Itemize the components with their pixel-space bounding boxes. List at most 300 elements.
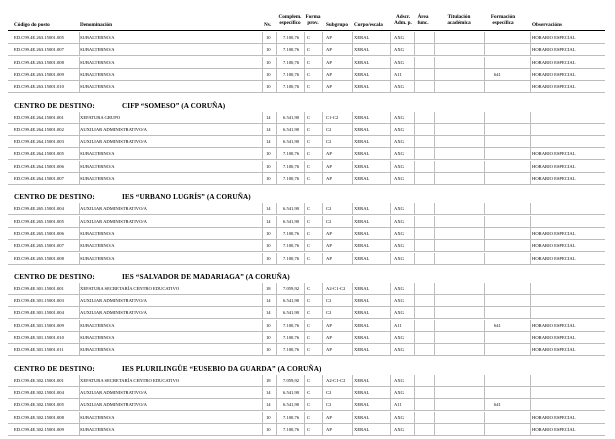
cell-nivel: 18 <box>266 285 271 291</box>
cell-corpo: XERAL <box>354 176 370 181</box>
cell-subgrupo: AP <box>326 322 332 328</box>
cell-forma: C <box>307 414 311 420</box>
cell-nivel: 10 <box>266 322 271 328</box>
row-divider <box>8 435 605 436</box>
cell-codigo: ED.C99.4E.264.15001.005 <box>14 151 64 157</box>
row-divider <box>8 184 605 185</box>
cell-nivel: 10 <box>266 176 271 181</box>
cell-corpo: XERAL <box>354 114 370 120</box>
cell-adscripcion: AXG <box>394 230 404 236</box>
cell-subgrupo: AP <box>326 151 332 157</box>
cell-forma: C <box>307 377 311 383</box>
cell-complemento: 6.541,90 <box>283 218 300 224</box>
cell-adscripcion: AXG <box>394 243 404 249</box>
cell-observacions: HORARIO ESPECIAL <box>532 255 576 261</box>
cell-codigo: ED.C99.4E.263.15001.009 <box>14 71 64 77</box>
cell-denominacion: SUBALTERNO/A <box>80 71 115 77</box>
header-complemento <box>276 15 304 26</box>
table-row <box>0 295 615 307</box>
cell-codigo: ED.C99.4E.302.15001.001 <box>14 377 64 383</box>
table-row <box>0 173 615 185</box>
cell-complemento: 7.100,76 <box>283 414 300 420</box>
cell-subgrupo: C2 <box>326 126 332 132</box>
cell-codigo: ED.C99.4E.263.15001.008 <box>14 59 64 65</box>
table-row <box>0 124 615 136</box>
cell-nivel: 10 <box>266 35 271 40</box>
cell-nivel: 18 <box>266 377 271 383</box>
header-forma <box>304 15 322 26</box>
cell-adscripcion: AXG <box>394 310 404 316</box>
cell-denominacion: AUXILIAR ADMINISTRATIVO/A <box>80 206 147 212</box>
cell-forma: C <box>307 84 311 90</box>
row-divider <box>8 264 605 265</box>
cell-subgrupo: C2 <box>326 298 332 304</box>
cell-corpo: XERAL <box>354 218 370 224</box>
cell-subgrupo: C2 <box>326 139 332 145</box>
cell-nivel: 14 <box>266 126 271 132</box>
table-row <box>0 253 615 265</box>
cell-codigo: ED.C99.4E.263.15001.010 <box>14 84 64 90</box>
cell-adscripcion: AXG <box>394 151 404 157</box>
cell-corpo: XERAL <box>354 402 370 408</box>
cell-adscripcion: AXG <box>394 335 404 340</box>
table-row <box>0 332 615 344</box>
cell-subgrupo: C2 <box>326 310 332 316</box>
cell-subgrupo: C1-C2 <box>326 114 339 120</box>
cell-subgrupo: C2 <box>326 206 332 212</box>
cell-observacions: HORARIO ESPECIAL <box>532 35 576 40</box>
cell-nivel: 14 <box>266 310 271 316</box>
cell-denominacion: XEFATURA GRUPO <box>80 114 121 120</box>
cell-codigo: ED.C99.4E.301.15001.009 <box>14 322 64 328</box>
cell-denominacion: AUXILIAR ADMINISTRATIVO/A <box>80 126 147 132</box>
cell-subgrupo: AP <box>326 47 332 53</box>
cell-adscripcion: AXG <box>394 347 404 353</box>
cell-subgrupo: A2-C1-C2 <box>326 285 346 291</box>
cell-forma: C <box>307 35 311 40</box>
cell-nivel: 10 <box>266 84 271 90</box>
section-center-name: IES “SALVADOR DE MADARIAGA” (A CORUÑA) <box>122 272 290 281</box>
cell-complemento: 7.100,76 <box>283 71 300 77</box>
cell-nivel: 14 <box>266 139 271 145</box>
cell-observacions: HORARIO ESPECIAL <box>532 176 576 181</box>
cell-corpo: XERAL <box>354 414 370 420</box>
header-titulacion-line1: Titulación <box>447 14 471 20</box>
cell-denominacion: SUBALTERNO/A <box>80 59 115 65</box>
cell-corpo: XERAL <box>354 139 370 145</box>
cell-denominacion: SUBALTERNO/A <box>80 176 115 181</box>
table-row <box>0 375 615 387</box>
cell-subgrupo: AP <box>326 414 332 420</box>
cell-forma: C <box>307 59 311 65</box>
cell-codigo: ED.C99.4E.264.15001.006 <box>14 163 64 169</box>
cell-subgrupo: C2 <box>326 218 332 224</box>
header-observacions: Observacións <box>532 22 562 28</box>
cell-denominacion: SUBALTERNO/A <box>80 230 115 236</box>
table-row <box>0 161 615 173</box>
cell-corpo: XERAL <box>354 389 370 395</box>
cell-complemento: 7.100,76 <box>283 322 300 328</box>
cell-complemento: 7.100,76 <box>283 426 300 432</box>
cell-codigo: ED.C99.4E.265.15001.004 <box>14 206 64 212</box>
cell-codigo: ED.C99.4E.302.15001.005 <box>14 402 64 408</box>
cell-complemento: 6.541,90 <box>283 126 300 132</box>
table-row <box>0 320 615 332</box>
header-denominacion: Denominación <box>80 22 112 28</box>
header-area <box>414 15 432 26</box>
cell-complemento: 7.100,76 <box>283 84 300 90</box>
cell-complemento: 7.100,76 <box>283 35 300 40</box>
cell-observacions: HORARIO ESPECIAL <box>532 322 576 328</box>
cell-subgrupo: AP <box>326 59 332 65</box>
section-label: CENTRO DE DESTINO: <box>14 101 95 110</box>
cell-subgrupo: AP <box>326 230 332 236</box>
header-titulacion-line2: académica <box>447 19 471 26</box>
cell-formacion: 641 <box>494 402 501 408</box>
cell-corpo: XERAL <box>354 310 370 316</box>
cell-corpo: XERAL <box>354 426 370 432</box>
cell-complemento: 6.541,90 <box>283 206 300 212</box>
cell-subgrupo: AP <box>326 35 332 40</box>
table-row <box>0 424 615 436</box>
cell-adscripcion: A11 <box>394 322 402 328</box>
header-complemento-line1: Complem. <box>278 14 302 20</box>
cell-forma: C <box>307 243 311 249</box>
table-row <box>0 203 615 215</box>
cell-forma: C <box>307 402 311 408</box>
table-row <box>0 148 615 160</box>
cell-nivel: 10 <box>266 335 271 340</box>
section-heading <box>14 101 226 110</box>
cell-denominacion: SUBALTERNO/A <box>80 84 115 90</box>
cell-codigo: ED.C99.4E.301.15001.011 <box>14 347 64 353</box>
cell-complemento: 7.100,76 <box>283 243 300 249</box>
cell-denominacion: SUBALTERNO/A <box>80 47 115 53</box>
cell-forma: C <box>307 426 311 432</box>
cell-forma: C <box>307 206 311 212</box>
cell-complemento: 7.100,76 <box>283 47 300 53</box>
cell-forma: C <box>307 71 311 77</box>
cell-nivel: 10 <box>266 151 271 157</box>
cell-forma: C <box>307 151 311 157</box>
cell-corpo: XERAL <box>354 163 370 169</box>
cell-adscripcion: AXG <box>394 218 404 224</box>
section-center-name: IES PLURILINGÜE “EUSEBIO DA GUARDA” (A CORUÑA) <box>122 364 322 373</box>
cell-codigo: ED.C99.4E.263.15001.005 <box>14 35 64 40</box>
cell-nivel: 10 <box>266 426 271 432</box>
cell-nivel: 14 <box>266 114 271 120</box>
cell-codigo: ED.C99.4E.265.15001.008 <box>14 255 64 261</box>
table-row <box>0 81 615 93</box>
header-area-line1: Área <box>417 14 429 20</box>
cell-adscripcion: AXG <box>394 35 404 40</box>
cell-subgrupo: AP <box>326 71 332 77</box>
cell-denominacion: XEFATURA SECRETARÍA CENTRO EDUCATIVO <box>80 377 180 383</box>
cell-nivel: 14 <box>266 402 271 408</box>
cell-subgrupo: AP <box>326 176 332 181</box>
table-row <box>0 399 615 411</box>
cell-adscripcion: A11 <box>394 71 402 77</box>
cell-denominacion: SUBALTERNO/A <box>80 414 115 420</box>
cell-corpo: XERAL <box>354 285 370 291</box>
cell-observacions: HORARIO ESPECIAL <box>532 84 576 90</box>
cell-denominacion: AUXILIAR ADMINISTRATIVO/A <box>80 402 147 408</box>
table-row <box>0 44 615 56</box>
cell-observacions: HORARIO ESPECIAL <box>532 163 576 169</box>
cell-forma: C <box>307 389 311 395</box>
cell-subgrupo: AP <box>326 426 332 432</box>
cell-complemento: 6.541,90 <box>283 310 300 316</box>
cell-adscripcion: AXG <box>394 163 404 169</box>
cell-denominacion: AUXILIAR ADMINISTRATIVO/A <box>80 218 147 224</box>
header-corpo: Corpo/escala <box>354 22 383 28</box>
cell-adscripcion: AXG <box>394 114 404 120</box>
cell-complemento: 7.100,76 <box>283 176 300 181</box>
cell-forma: C <box>307 310 311 316</box>
cell-subgrupo: AP <box>326 243 332 249</box>
table-row <box>0 136 615 148</box>
cell-forma: C <box>307 347 311 353</box>
cell-subgrupo: AP <box>326 84 332 90</box>
row-divider <box>8 92 605 93</box>
cell-corpo: XERAL <box>354 151 370 157</box>
header-formacion-line2: específica <box>492 19 514 26</box>
cell-forma: C <box>307 230 311 236</box>
cell-corpo: XERAL <box>354 35 370 40</box>
header-forma-line2: prov. <box>307 19 319 26</box>
cell-corpo: XERAL <box>354 126 370 132</box>
section-center-name: CIFP “SOMESO” (A CORUÑA) <box>122 101 226 110</box>
cell-nivel: 10 <box>266 163 271 169</box>
cell-observacions: HORARIO ESPECIAL <box>532 426 576 432</box>
cell-nivel: 10 <box>266 243 271 249</box>
table-row <box>0 57 615 69</box>
cell-observacions: HORARIO ESPECIAL <box>532 335 576 340</box>
cell-observacions: HORARIO ESPECIAL <box>532 47 576 53</box>
section-label: CENTRO DE DESTINO: <box>14 272 95 281</box>
header-adscr <box>392 15 414 26</box>
cell-forma: C <box>307 322 311 328</box>
cell-adscripcion: AXG <box>394 206 404 212</box>
row-divider <box>8 355 605 356</box>
table-row <box>0 112 615 124</box>
cell-complemento: 7.059,92 <box>283 377 300 383</box>
cell-nivel: 10 <box>266 347 271 353</box>
cell-adscripcion: AXG <box>394 285 404 291</box>
header-subgrupo: Subgrupo <box>326 22 348 28</box>
cell-subgrupo: AP <box>326 335 332 340</box>
cell-denominacion: XEFATURA SECRETARÍA CENTRO EDUCATIVO <box>80 285 180 291</box>
cell-forma: C <box>307 176 311 181</box>
cell-observacions: HORARIO ESPECIAL <box>532 230 576 236</box>
cell-adscripcion: AXG <box>394 389 404 395</box>
cell-nivel: 10 <box>266 255 271 261</box>
cell-adscripcion: AXG <box>394 426 404 432</box>
section-label: CENTRO DE DESTINO: <box>14 364 95 373</box>
header-adscr-line2: Adm. p. <box>394 19 412 26</box>
header-titulacion <box>440 15 478 26</box>
cell-corpo: XERAL <box>354 71 370 77</box>
cell-observacions: HORARIO ESPECIAL <box>532 347 576 353</box>
cell-denominacion: SUBALTERNO/A <box>80 347 115 353</box>
cell-complemento: 6.541,90 <box>283 298 300 304</box>
cell-corpo: XERAL <box>354 347 370 353</box>
cell-complemento: 7.100,76 <box>283 230 300 236</box>
cell-corpo: XERAL <box>354 377 370 383</box>
cell-codigo: ED.C99.4E.265.15001.007 <box>14 243 64 249</box>
cell-corpo: XERAL <box>354 322 370 328</box>
cell-subgrupo: AP <box>326 347 332 353</box>
cell-subgrupo: AP <box>326 255 332 261</box>
cell-corpo: XERAL <box>354 335 370 340</box>
cell-adscripcion: AXG <box>394 176 404 181</box>
cell-adscripcion: AXG <box>394 298 404 304</box>
cell-complemento: 7.100,76 <box>283 347 300 353</box>
section-heading <box>14 193 251 202</box>
cell-corpo: XERAL <box>354 230 370 236</box>
cell-complemento: 6.541,90 <box>283 402 300 408</box>
table-row <box>0 344 615 356</box>
cell-adscripcion: AXG <box>394 377 404 383</box>
cell-corpo: XERAL <box>354 243 370 249</box>
table-row <box>0 240 615 252</box>
cell-adscripcion: AXG <box>394 84 404 90</box>
cell-corpo: XERAL <box>354 84 370 90</box>
cell-denominacion: AUXILIAR ADMINISTRATIVO/A <box>80 139 147 145</box>
cell-observacions: HORARIO ESPECIAL <box>532 59 576 65</box>
cell-formacion: 641 <box>494 322 501 328</box>
table-row <box>0 283 615 295</box>
header-complemento-line2: específico <box>279 19 301 26</box>
table-row <box>0 32 615 44</box>
cell-nivel: 10 <box>266 230 271 236</box>
cell-complemento: 6.541,90 <box>283 139 300 145</box>
header-divider <box>8 30 605 31</box>
cell-nivel: 14 <box>266 389 271 395</box>
cell-codigo: ED.C99.4E.301.15001.004 <box>14 310 64 316</box>
cell-adscripcion: AXG <box>394 59 404 65</box>
header-formacion-line1: Formación <box>490 14 516 20</box>
cell-codigo: ED.C99.4E.301.15001.001 <box>14 285 64 291</box>
cell-denominacion: SUBALTERNO/A <box>80 335 115 340</box>
cell-forma: C <box>307 126 311 132</box>
cell-forma: C <box>307 335 311 340</box>
section-heading <box>14 272 290 281</box>
cell-codigo: ED.C99.4E.301.15001.010 <box>14 335 64 340</box>
cell-forma: C <box>307 139 311 145</box>
cell-codigo: ED.C99.4E.264.15001.001 <box>14 114 64 120</box>
cell-codigo: ED.C99.4E.265.15001.006 <box>14 230 64 236</box>
cell-codigo: ED.C99.4E.301.15001.003 <box>14 298 64 304</box>
cell-subgrupo: A2-C1-C2 <box>326 377 346 383</box>
section-label: CENTRO DE DESTINO: <box>14 193 95 202</box>
cell-codigo: ED.C99.4E.263.15001.007 <box>14 47 64 53</box>
cell-complemento: 7.100,76 <box>283 335 300 340</box>
cell-nivel: 14 <box>266 298 271 304</box>
cell-complemento: 7.100,76 <box>283 151 300 157</box>
table-row <box>0 216 615 228</box>
cell-adscripcion: AXG <box>394 255 404 261</box>
cell-denominacion: SUBALTERNO/A <box>80 35 115 40</box>
cell-codigo: ED.C99.4E.265.15001.005 <box>14 218 64 224</box>
cell-forma: C <box>307 114 311 120</box>
table-row <box>0 69 615 81</box>
cell-nivel: 14 <box>266 206 271 212</box>
cell-nivel: 10 <box>266 71 271 77</box>
table-row <box>0 412 615 424</box>
cell-codigo: ED.C99.4E.264.15001.007 <box>14 176 64 181</box>
cell-complemento: 7.059,92 <box>283 285 300 291</box>
cell-complemento: 7.100,76 <box>283 255 300 261</box>
cell-corpo: XERAL <box>354 298 370 304</box>
cell-codigo: ED.C99.4E.302.15001.008 <box>14 414 64 420</box>
cell-nivel: 10 <box>266 414 271 420</box>
cell-adscripcion: AXG <box>394 47 404 53</box>
header-area-line2: func. <box>417 19 429 26</box>
table-row <box>0 228 615 240</box>
cell-denominacion: AUXILIAR ADMINISTRATIVO/A <box>80 298 147 304</box>
cell-forma: C <box>307 298 311 304</box>
cell-adscripcion: AXG <box>394 139 404 145</box>
table-row <box>0 307 615 319</box>
cell-complemento: 6.541,90 <box>283 114 300 120</box>
cell-denominacion: SUBALTERNO/A <box>80 255 115 261</box>
section-heading <box>14 364 322 373</box>
cell-nivel: 10 <box>266 59 271 65</box>
header-forma-line1: Forma <box>305 14 321 20</box>
cell-observacions: HORARIO ESPECIAL <box>532 151 576 157</box>
cell-denominacion: SUBALTERNO/A <box>80 243 115 249</box>
cell-corpo: XERAL <box>354 255 370 261</box>
cell-codigo: ED.C99.4E.264.15001.002 <box>14 126 64 132</box>
cell-formacion: 641 <box>494 71 501 77</box>
cell-observacions: HORARIO ESPECIAL <box>532 71 576 77</box>
cell-denominacion: SUBALTERNO/A <box>80 151 115 157</box>
cell-adscripcion: A11 <box>394 402 402 408</box>
cell-codigo: ED.C99.4E.302.15001.004 <box>14 389 64 395</box>
cell-codigo: ED.C99.4E.302.15001.009 <box>14 426 64 432</box>
cell-corpo: XERAL <box>354 206 370 212</box>
cell-codigo: ED.C99.4E.264.15001.003 <box>14 139 64 145</box>
cell-adscripcion: AXG <box>394 126 404 132</box>
cell-subgrupo: C2 <box>326 402 332 408</box>
cell-forma: C <box>307 163 311 169</box>
cell-forma: C <box>307 285 311 291</box>
cell-denominacion: AUXILIAR ADMINISTRATIVO/A <box>80 389 147 395</box>
cell-forma: C <box>307 218 311 224</box>
cell-nivel: 14 <box>266 218 271 224</box>
cell-subgrupo: AP <box>326 163 332 169</box>
cell-complemento: 7.100,76 <box>283 163 300 169</box>
header-formacion <box>486 15 520 26</box>
cell-adscripcion: AXG <box>394 414 404 420</box>
cell-corpo: XERAL <box>354 47 370 53</box>
cell-nivel: 10 <box>266 47 271 53</box>
cell-denominacion: AUXILIAR ADMINISTRATIVO/A <box>80 310 147 316</box>
cell-observacions: HORARIO ESPECIAL <box>532 243 576 249</box>
cell-forma: C <box>307 255 311 261</box>
header-codigo: Código do posto <box>14 22 50 28</box>
cell-complemento: 7.100,76 <box>283 59 300 65</box>
cell-subgrupo: C2 <box>326 389 332 395</box>
cell-denominacion: SUBALTERNO/A <box>80 426 115 432</box>
table-row <box>0 387 615 399</box>
cell-forma: C <box>307 47 311 53</box>
cell-denominacion: SUBALTERNO/A <box>80 322 115 328</box>
cell-observacions: HORARIO ESPECIAL <box>532 414 576 420</box>
cell-corpo: XERAL <box>354 59 370 65</box>
cell-complemento: 6.541,90 <box>283 389 300 395</box>
